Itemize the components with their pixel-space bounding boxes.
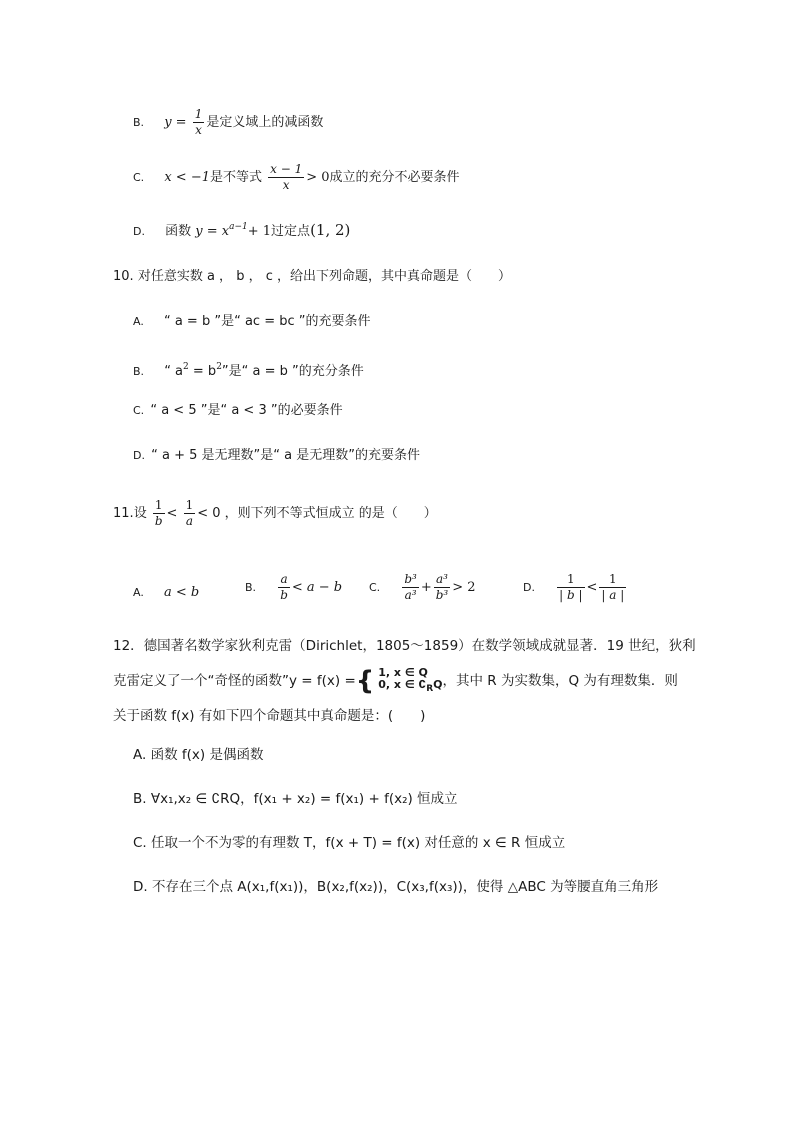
option-text: < a − b xyxy=(291,580,343,595)
q11-option-a xyxy=(133,584,199,602)
option-text: 成立的充分不必要条件 xyxy=(329,170,460,185)
q12-option-a: A. 函数 f(x) 是偶函数 xyxy=(133,747,264,763)
q11-option-c xyxy=(369,572,476,603)
math-expr: < xyxy=(166,506,178,521)
fraction: $\frac{1}{| b |}$ xyxy=(559,572,583,602)
q11-option-d xyxy=(523,572,628,603)
fraction: $\frac{1}{b}$ xyxy=(154,498,163,528)
option-label: C. xyxy=(133,171,145,184)
exponent: 2 xyxy=(216,362,222,372)
q10-option-a xyxy=(133,313,370,331)
option-text: 函数 xyxy=(165,224,192,239)
option-label: B. xyxy=(245,581,257,594)
question-text: < 0 ，则下列不等式恒成立 的是（ ） xyxy=(197,506,437,521)
q12-line-1: 12．德国著名数学家狄利克雷（Dirichlet，1805～1859）在数学领域成就显著．19 世纪，狄利 xyxy=(113,638,696,654)
q9-option-d xyxy=(133,218,350,241)
option-text: a < b xyxy=(163,585,200,600)
math-expr: + 1 xyxy=(247,224,272,239)
option-text: 是定义域上的减函数 xyxy=(206,115,324,130)
fraction: $\frac{a}{b}$ xyxy=(280,572,288,602)
option-label: C. xyxy=(369,581,381,594)
q12-line-3: 关于函数 f(x) 有如下四个命题其中真命题是：( ) xyxy=(113,708,426,724)
q11-option-b xyxy=(245,572,342,603)
question-text: ，其中 R 为实数集，Q 为有理数集．则 xyxy=(442,673,678,689)
option-text: 是不等式 xyxy=(209,170,262,185)
math-expr: < xyxy=(586,580,598,595)
brace: { xyxy=(355,666,375,696)
case-1: 1, x ∈ Q xyxy=(378,666,428,679)
option-text: “ a + 5 是无理数”是“ a 是无理数”的充要条件 xyxy=(151,448,420,463)
option-label: B. xyxy=(133,365,145,378)
question-text: 对任意实数 a ， b ， c ，给出下列命题，其中真命题是（ ） xyxy=(137,269,511,284)
option-label: B. xyxy=(133,116,145,129)
q10-option-d xyxy=(133,447,420,465)
option-text: “ a = b ”是“ ac = bc ”的充要条件 xyxy=(163,314,371,329)
q10-option-c xyxy=(133,402,343,420)
math-expr: > 0 xyxy=(306,170,330,185)
q12-option-c: C. 任取一个不为零的有理数 T，f(x + T) = f(x) 对任意的 x ∈ R 恒成立 xyxy=(133,835,566,851)
exponent: a−1 xyxy=(229,222,248,232)
fraction: $\frac{x - 1}{x}$ xyxy=(270,162,303,192)
option-text: = b xyxy=(188,364,217,379)
math-expr: y = x xyxy=(195,224,230,239)
q12-option-d: D. 不存在三个点 A(x₁,f(x₁))，B(x₂,f(x₂))，C(x₃,f(x₃))，使得 △ABC 为等腰直角三角形 xyxy=(133,879,659,895)
option-label: D. xyxy=(523,581,535,594)
q10-stem xyxy=(113,268,511,286)
fraction: $\frac{\text{a³}}{\text{b³}}$ xyxy=(435,572,449,602)
cases xyxy=(378,667,442,695)
fraction: $\frac{\text{b³}}{\text{a³}}$ xyxy=(404,572,417,602)
option-label: C. xyxy=(133,404,145,417)
question-number: 11. xyxy=(113,506,134,521)
option-text: ”是“ a = b ”的充分条件 xyxy=(221,364,364,379)
question-text: 设 xyxy=(133,506,147,521)
case-2: 0, x ∈ $∁_RQ$ xyxy=(378,678,443,694)
q11-stem xyxy=(113,498,437,529)
q10-option-b xyxy=(133,358,364,381)
piecewise xyxy=(356,667,443,695)
question-text: 克雷定义了一个“奇怪的函数”y = f(x) = xyxy=(113,673,356,689)
option-text: “ a xyxy=(164,364,184,379)
fraction: $\frac{1}{a}$ xyxy=(185,498,194,528)
q12-line-2 xyxy=(113,667,678,695)
exponent: 2 xyxy=(183,362,189,372)
math-expr: y = xyxy=(164,115,187,130)
option-label: D. xyxy=(133,449,145,462)
fraction: $\frac{1}{x}$ xyxy=(194,107,203,137)
option-label: A. xyxy=(133,315,144,328)
option-text: “ a < 5 ”是“ a < 3 ”的必要条件 xyxy=(150,403,343,418)
point: (1, 2) xyxy=(310,221,351,239)
option-text: 过定点 xyxy=(271,224,311,239)
question-number: 10. xyxy=(113,269,134,284)
q9-option-c xyxy=(133,162,460,193)
fraction: $\frac{1}{| a |}$ xyxy=(601,572,625,602)
option-label: A. xyxy=(133,586,144,599)
q9-option-b xyxy=(133,107,323,138)
option-label: D. xyxy=(133,225,145,238)
math-expr: x < −1 xyxy=(164,170,210,185)
math-expr: > 2 xyxy=(452,580,476,595)
math-expr: + xyxy=(420,580,432,595)
q12-option-b: B. ∀x₁,x₂ ∈ ∁RQ，f(x₁ + x₂) = f(x₁) + f(x₂) 恒成立 xyxy=(133,791,458,807)
